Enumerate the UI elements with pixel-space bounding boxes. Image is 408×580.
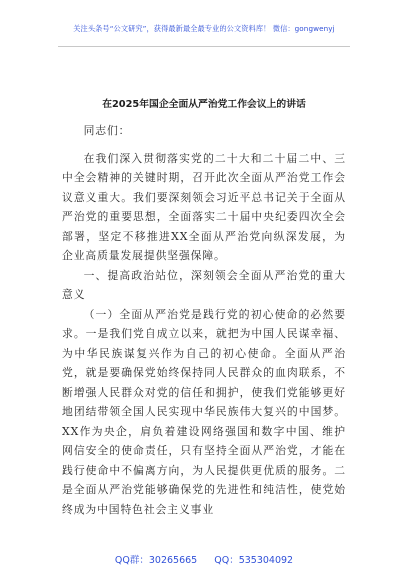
section-heading-1: 一、提高政治站位，深刻领会全面从严治党的重大意义 (62, 268, 346, 301)
paragraph-section-1-1: （一）全面从严治党是践行党的初心使命的必然要求。一是我们党自成立以来，就把为中国人民谋幸福、为中华民族谋复兴作为自己的初心使命。全面从严治党，就是要确保党始终保持同人民群众的血肉联系，不断增强人民群众对党的信任和拥护，使我们党能够更好地团结带领全国人民实现中华民族伟大复兴的中国梦。XX作为央企，肩负着建设网络强国和数字中国、维护网信安全的使命责任，只有坚持全面从严治党，才能在践行使命中不偏离方向，为人民提供更优质的服务。二是全面从严治党能够确保党的先进性和纯洁性，使党始终成为中国特色社会主义事业 (62, 307, 346, 516)
header-promo-note: 关注头条号“公文研究”，获得最新最全最专业的公文资料库！ 微信：gongwenyj (73, 24, 335, 33)
header-divider (58, 46, 350, 47)
document-title: 在2025年国企全面从严治党工作会议上的讲话 (102, 99, 306, 110)
document-body (62, 121, 346, 519)
paragraph-intro: 在我们深入贯彻落实党的二十大和二十届二中、三中全会精神的关键时期，召开此次全面从严治党工作会议意义重大。我们要深刻领会习近平总书记关于全面从严治党的重要思想，全面落实二十届中央纪委四次全会部署，坚定不移推进XX全面从严治党向纵深发展，为企业高质量发展提供坚强保障。 (62, 151, 346, 262)
greeting: 同志们： (83, 124, 131, 137)
footer-contact: QQ群：30265665 QQ：535304092 (114, 555, 294, 566)
